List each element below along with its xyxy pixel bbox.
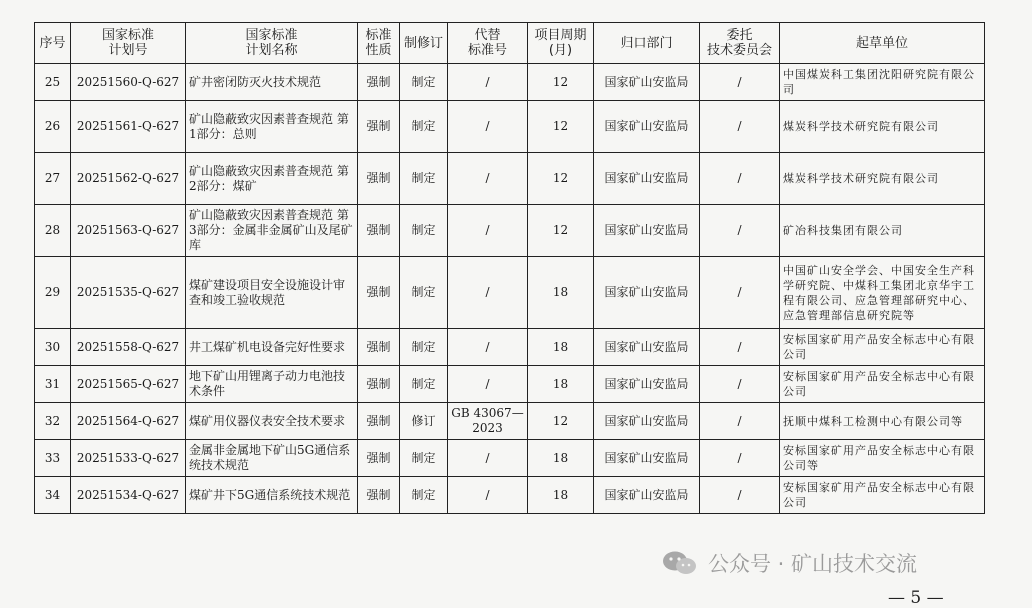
watermark-text: 公众号 · 矿山技术交流	[708, 552, 918, 576]
cell-plan-name: 煤矿建设项目安全设施设计审查和竣工验收规范	[186, 257, 358, 329]
cell-nature: 强制	[358, 101, 400, 153]
table-row	[35, 257, 985, 329]
cell-replace: /	[448, 440, 528, 477]
cell-revision: 修订	[400, 403, 448, 440]
header-seq: 序号	[35, 23, 71, 64]
cell-replace: /	[448, 64, 528, 101]
cell-seq: 33	[35, 440, 71, 477]
cell-replace: /	[448, 205, 528, 257]
cell-replace: /	[448, 153, 528, 205]
header-cycle: 项目周期 (月)	[528, 23, 594, 64]
cell-dept: 国家矿山安监局	[594, 153, 700, 205]
cell-committee: /	[700, 329, 780, 366]
cell-seq: 27	[35, 153, 71, 205]
cell-seq: 25	[35, 64, 71, 101]
cell-nature: 强制	[358, 257, 400, 329]
cell-committee: /	[700, 101, 780, 153]
cell-dept: 国家矿山安监局	[594, 64, 700, 101]
cell-replace: /	[448, 257, 528, 329]
cell-revision: 制定	[400, 329, 448, 366]
table-row	[35, 329, 985, 366]
cell-drafter: 安标国家矿用产品安全标志中心有限公司	[780, 329, 985, 366]
cell-committee: /	[700, 440, 780, 477]
cell-plan-no: 20251564-Q-627	[71, 403, 186, 440]
header-revision: 制修订	[400, 23, 448, 64]
cell-committee: /	[700, 153, 780, 205]
cell-revision: 制定	[400, 257, 448, 329]
cell-plan-no: 20251558-Q-627	[71, 329, 186, 366]
cell-plan-name: 矿山隐蔽致灾因素普查规范 第3部分：金属非金属矿山及尾矿库	[186, 205, 358, 257]
cell-plan-no: 20251561-Q-627	[71, 101, 186, 153]
cell-dept: 国家矿山安监局	[594, 205, 700, 257]
page-number: — 5 —	[888, 588, 944, 608]
header-dept: 归口部门	[594, 23, 700, 64]
cell-drafter: 矿冶科技集团有限公司	[780, 205, 985, 257]
cell-dept: 国家矿山安监局	[594, 257, 700, 329]
cell-dept: 国家矿山安监局	[594, 477, 700, 514]
cell-plan-name: 井工煤矿机电设备完好性要求	[186, 329, 358, 366]
header-plan-name: 国家标准 计划名称	[186, 23, 358, 64]
cell-plan-no: 20251562-Q-627	[71, 153, 186, 205]
header-committee: 委托 技术委员会	[700, 23, 780, 64]
cell-plan-name: 煤矿井下5G通信系统技术规范	[186, 477, 358, 514]
cell-plan-no: 20251534-Q-627	[71, 477, 186, 514]
cell-plan-name: 煤矿用仪器仪表安全技术要求	[186, 403, 358, 440]
table-header	[35, 23, 985, 64]
cell-replace: GB 43067—2023	[448, 403, 528, 440]
cell-cycle: 18	[528, 440, 594, 477]
cell-drafter: 安标国家矿用产品安全标志中心有限公司等	[780, 440, 985, 477]
cell-seq: 26	[35, 101, 71, 153]
cell-seq: 29	[35, 257, 71, 329]
cell-plan-name: 金属非金属地下矿山5G通信系统技术规范	[186, 440, 358, 477]
cell-seq: 32	[35, 403, 71, 440]
cell-nature: 强制	[358, 477, 400, 514]
cell-dept: 国家矿山安监局	[594, 101, 700, 153]
table-body	[35, 64, 985, 514]
cell-nature: 强制	[358, 403, 400, 440]
cell-revision: 制定	[400, 101, 448, 153]
cell-dept: 国家矿山安监局	[594, 366, 700, 403]
table-row	[35, 101, 985, 153]
cell-cycle: 12	[528, 101, 594, 153]
cell-drafter: 煤炭科学技术研究院有限公司	[780, 153, 985, 205]
cell-replace: /	[448, 329, 528, 366]
cell-nature: 强制	[358, 329, 400, 366]
table-row	[35, 440, 985, 477]
cell-plan-name: 矿山隐蔽致灾因素普查规范 第2部分：煤矿	[186, 153, 358, 205]
header-drafter: 起草单位	[780, 23, 985, 64]
cell-drafter: 中国煤炭科工集团沈阳研究院有限公司	[780, 64, 985, 101]
cell-dept: 国家矿山安监局	[594, 440, 700, 477]
cell-dept: 国家矿山安监局	[594, 329, 700, 366]
cell-committee: /	[700, 366, 780, 403]
cell-nature: 强制	[358, 205, 400, 257]
cell-revision: 制定	[400, 205, 448, 257]
standards-plan-table	[34, 22, 985, 514]
cell-committee: /	[700, 257, 780, 329]
cell-nature: 强制	[358, 440, 400, 477]
cell-committee: /	[700, 205, 780, 257]
cell-replace: /	[448, 366, 528, 403]
cell-nature: 强制	[358, 366, 400, 403]
table-row	[35, 64, 985, 101]
cell-cycle: 12	[528, 64, 594, 101]
cell-drafter: 抚顺中煤科工检测中心有限公司等	[780, 403, 985, 440]
cell-plan-name: 矿井密闭防灭火技术规范	[186, 64, 358, 101]
cell-committee: /	[700, 477, 780, 514]
cell-nature: 强制	[358, 153, 400, 205]
cell-seq: 30	[35, 329, 71, 366]
wechat-icon	[660, 550, 700, 576]
header-plan-no: 国家标准 计划号	[71, 23, 186, 64]
cell-cycle: 12	[528, 153, 594, 205]
cell-plan-no: 20251565-Q-627	[71, 366, 186, 403]
cell-cycle: 18	[528, 477, 594, 514]
cell-committee: /	[700, 64, 780, 101]
cell-plan-no: 20251535-Q-627	[71, 257, 186, 329]
cell-revision: 制定	[400, 366, 448, 403]
cell-cycle: 12	[528, 403, 594, 440]
cell-drafter: 中国矿山安全学会、中国安全生产科学研究院、中煤科工集团北京华宇工程有限公司、应急管理部研究中心、应急管理部信息研究院等	[780, 257, 985, 329]
cell-plan-no: 20251560-Q-627	[71, 64, 186, 101]
watermark	[660, 548, 917, 578]
table-row	[35, 403, 985, 440]
cell-revision: 制定	[400, 440, 448, 477]
cell-replace: /	[448, 477, 528, 514]
cell-seq: 31	[35, 366, 71, 403]
cell-plan-no: 20251533-Q-627	[71, 440, 186, 477]
header-replace: 代替 标准号	[448, 23, 528, 64]
cell-cycle: 18	[528, 366, 594, 403]
cell-revision: 制定	[400, 477, 448, 514]
cell-drafter: 安标国家矿用产品安全标志中心有限公司	[780, 477, 985, 514]
cell-revision: 制定	[400, 64, 448, 101]
table-row	[35, 205, 985, 257]
cell-seq: 34	[35, 477, 71, 514]
cell-cycle: 18	[528, 257, 594, 329]
cell-dept: 国家矿山安监局	[594, 403, 700, 440]
cell-plan-name: 矿山隐蔽致灾因素普查规范 第1部分：总则	[186, 101, 358, 153]
cell-plan-no: 20251563-Q-627	[71, 205, 186, 257]
cell-drafter: 煤炭科学技术研究院有限公司	[780, 101, 985, 153]
cell-plan-name: 地下矿山用锂离子动力电池技术条件	[186, 366, 358, 403]
cell-revision: 制定	[400, 153, 448, 205]
table-row	[35, 477, 985, 514]
cell-cycle: 12	[528, 205, 594, 257]
cell-replace: /	[448, 101, 528, 153]
table-row	[35, 366, 985, 403]
cell-committee: /	[700, 403, 780, 440]
cell-seq: 28	[35, 205, 71, 257]
cell-cycle: 18	[528, 329, 594, 366]
table-row	[35, 153, 985, 205]
cell-drafter: 安标国家矿用产品安全标志中心有限公司	[780, 366, 985, 403]
header-nature: 标准 性质	[358, 23, 400, 64]
cell-nature: 强制	[358, 64, 400, 101]
